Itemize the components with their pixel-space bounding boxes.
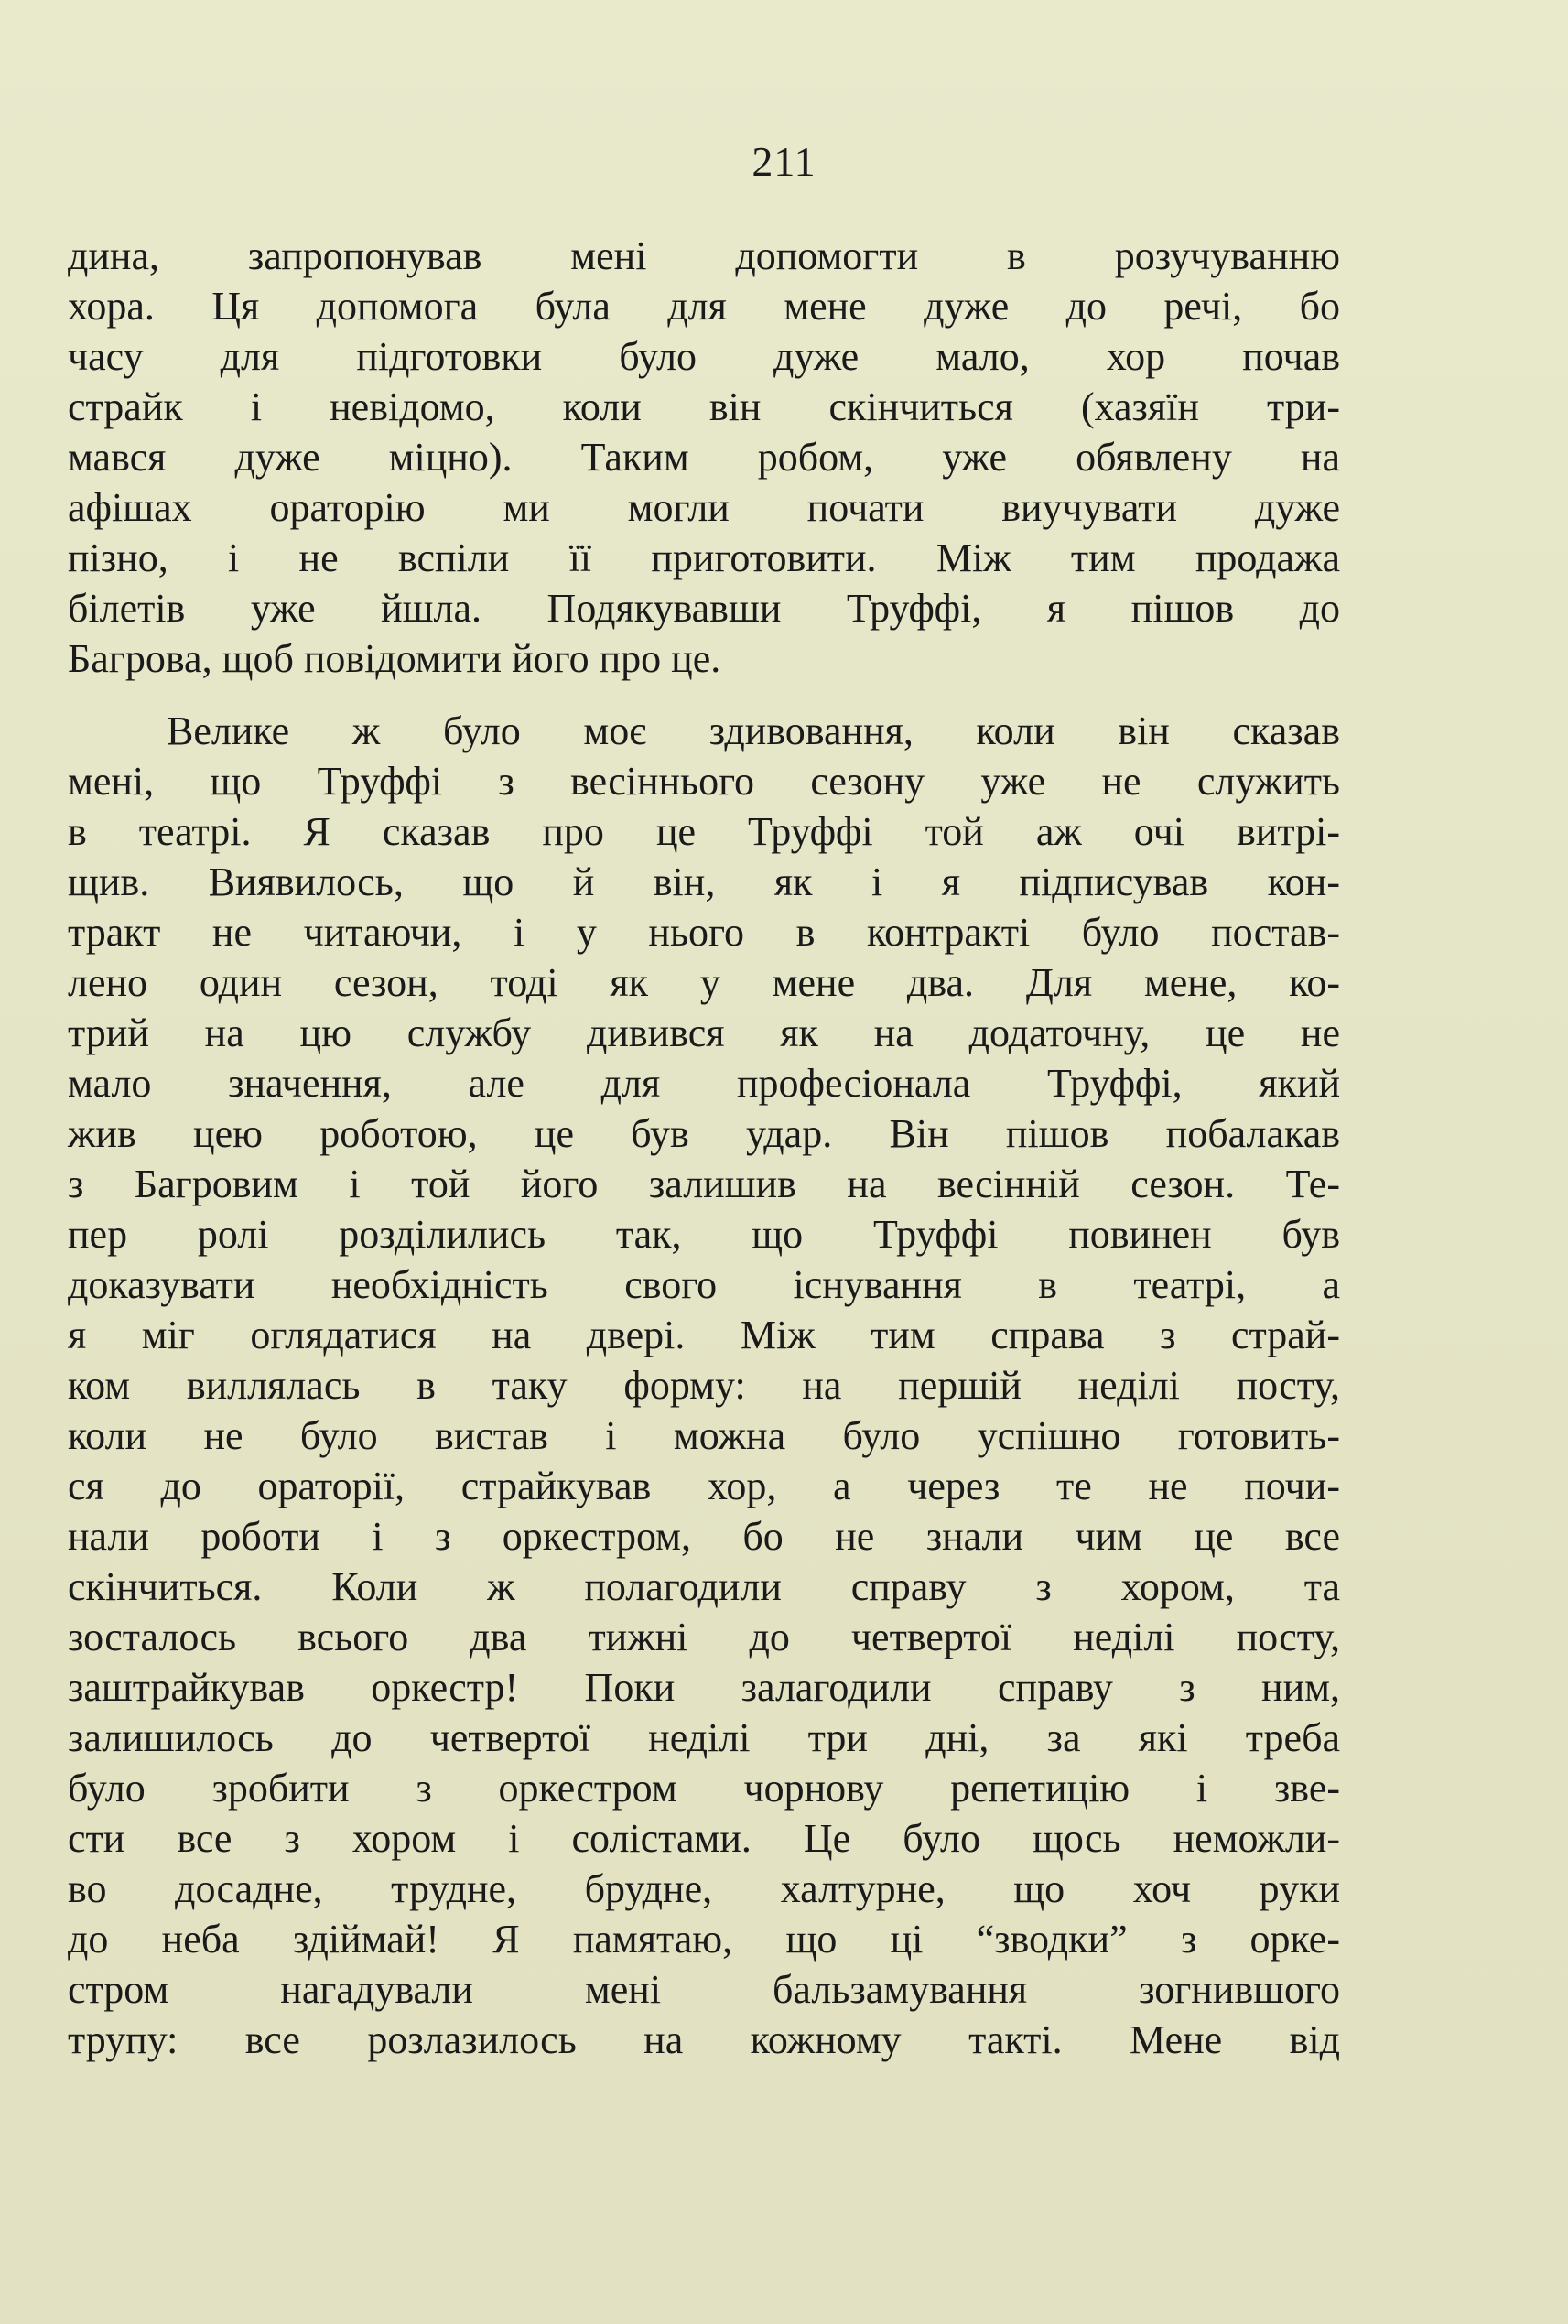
text-line: було зробити з оркестром чорнову репетицію і зве-: [68, 1766, 1340, 1811]
text-line: в театрі. Я сказав про це Труффі той аж очі витрі-: [68, 809, 1340, 854]
text-line: сти все з хором і солістами. Це було щось неможли-: [68, 1816, 1340, 1861]
text-line: заштрайкував оркестр! Поки залагодили справу з ним,: [68, 1665, 1340, 1710]
text-line: во досадне, трудне, брудне, халтурне, що хоч руки: [68, 1866, 1340, 1911]
text-line: мало значення, але для професіонала Труффі, який: [68, 1061, 1340, 1106]
text-line: трий на цю службу дивився як на додаточну, це не: [68, 1011, 1340, 1055]
paragraph-2: [68, 706, 1340, 2065]
text-line: білетів уже йшла. Подякувавши Труффі, я пішов до: [68, 586, 1340, 631]
text-line: я міг оглядатися на двері. Між тим справа з страй-: [68, 1313, 1340, 1357]
text-line: страйк і невідомо, коли він скінчиться (хазяїн три-: [68, 384, 1340, 429]
text-line: пер ролі розділились так, що Труффі повинен був: [68, 1212, 1340, 1257]
text-line: тракт не читаючи, і у нього в контракті було постав-: [68, 910, 1340, 955]
text-line: трупу: все розлазилось на кожному такті. Мене від: [68, 2017, 1340, 2062]
text-line: хора. Ця допомога була для мене дуже до речі, бо: [68, 284, 1340, 329]
text-line: часу для підготовки було дуже мало, хор почав: [68, 334, 1340, 379]
text-line: з Багровим і той його залишив на весінній сезон. Те-: [68, 1162, 1340, 1206]
paragraph-1: [68, 231, 1340, 684]
text-line: скінчиться. Коли ж полагодили справу з хором, та: [68, 1564, 1340, 1609]
page-number: 211: [752, 138, 816, 185]
text-line: до неба здіймай! Я памятаю, що ці “зводки” з орке-: [68, 1917, 1340, 1962]
text-line: жив цею роботою, це був удар. Він пішов побалакав: [68, 1111, 1340, 1156]
text-line: Велике ж було моє здивовання, коли він сказав: [167, 708, 1340, 753]
text-line: доказувати необхідність свого існування в театрі, а: [68, 1262, 1340, 1307]
text-line: мався дуже міцно). Таким робом, уже обявлену на: [68, 435, 1340, 480]
text-line: щив. Виявилось, що й він, як і я підписував кон-: [68, 859, 1340, 904]
body-text: [68, 231, 1340, 2065]
text-line: мені, що Труффі з весіннього сезону уже не служить: [68, 759, 1340, 804]
text-line: зосталось всього два тижні до четвертої неділі посту,: [68, 1615, 1340, 1659]
paragraph-gap: [68, 684, 1340, 706]
text-line: залишилось до четвертої неділі три дні, за які треба: [68, 1715, 1340, 1760]
text-line: ком виллялась в таку форму: на першій неділі посту,: [68, 1363, 1340, 1408]
text-line: афішах ораторію ми могли почати виучувати дуже: [68, 485, 1340, 530]
text-line: коли не було вистав і можна було успішно готовить-: [68, 1413, 1340, 1458]
text-line: Багрова, щоб повідомити його про це.: [68, 636, 721, 681]
text-line: ся до ораторії, страйкував хор, а через те не почи-: [68, 1464, 1340, 1508]
text-line: нали роботи і з оркестром, бо не знали чим це все: [68, 1514, 1340, 1559]
text-line: пізно, і не вспіли її приготовити. Між тим продажа: [68, 535, 1340, 580]
text-line: дина, запропонував мені допомогти в розучуванню: [68, 233, 1340, 278]
text-line: стром нагадували мені бальзамування зогнившого: [68, 1967, 1340, 2012]
text-line: лено один сезон, тоді як у мене два. Для мене, ко-: [68, 960, 1340, 1005]
